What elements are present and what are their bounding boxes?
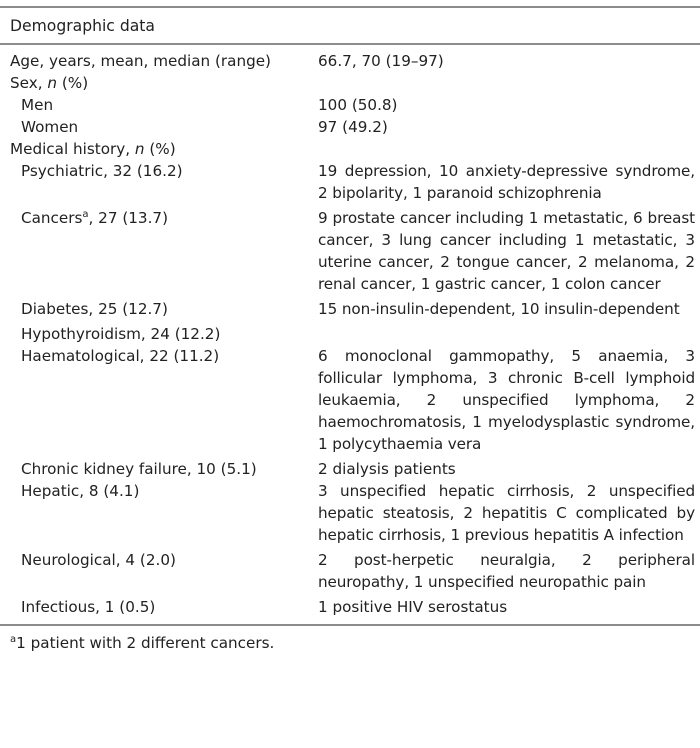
footnote-text: 1 patient with 2 different cancers.	[16, 633, 275, 652]
label-italic-n: n	[47, 74, 58, 92]
table-row-hepatic	[0, 480, 700, 546]
table-row-medical-history	[0, 138, 700, 160]
row-label: Psychiatric, 32 (16.2)	[21, 162, 183, 180]
label-text: (%)	[144, 140, 176, 158]
row-value: 15 non-insulin-dependent, 10 insulin-dependent	[318, 300, 680, 318]
row-value: 9 prostate cancer including 1 metastatic, 6 breast cancer, 3 lung cancer including 1 metastatic, 3 uterine cancer, 2 tongue cancer, 2 melanoma, 2 renal cancer, 1 gastric cancer, 1 colon cancer	[318, 209, 695, 293]
row-label: Diabetes, 25 (12.7)	[21, 300, 168, 318]
label-text: , 27 (13.7)	[88, 209, 169, 227]
table-row-sex	[0, 72, 700, 94]
label-text: Medical history,	[10, 140, 135, 158]
row-value: 6 monoclonal gammopathy, 5 anaemia, 3 follicular lymphoma, 3 chronic B-cell lymphoid leukaemia, 2 unspecified lymphoma, 2 haemochromatosis, 1 myelodysplastic syndrome, 1 polycythaemia vera	[318, 347, 695, 453]
row-label: Hepatic, 8 (4.1)	[21, 482, 140, 500]
row-label: Women	[21, 118, 79, 136]
table-row-cancers	[0, 204, 700, 295]
row-label: Chronic kidney failure, 10 (5.1)	[21, 460, 257, 478]
row-value	[318, 138, 700, 160]
row-value	[318, 320, 700, 345]
row-label: Haematological, 22 (11.2)	[21, 347, 220, 365]
row-label: Men	[21, 96, 54, 114]
table-row-psychiatric	[0, 160, 700, 204]
row-label: Infectious, 1 (0.5)	[21, 598, 156, 616]
table-row-infectious	[0, 593, 700, 624]
row-value: 97 (49.2)	[318, 118, 388, 136]
table-footnote	[0, 632, 700, 654]
footnote-marker: a	[82, 209, 89, 220]
data-table	[0, 45, 700, 624]
table-row-kidney	[0, 455, 700, 480]
label-text: Cancers	[21, 209, 83, 227]
demographic-table	[0, 6, 700, 654]
table-row-hypothyroidism	[0, 320, 700, 345]
table-row-neurological	[0, 546, 700, 593]
row-label: Age, years, mean, median (range)	[10, 52, 271, 70]
row-value: 19 depression, 10 anxiety-depressive syndrome, 2 bipolarity, 1 paranoid schizophrenia	[318, 162, 695, 202]
table-row-diabetes	[0, 295, 700, 320]
row-value: 1 positive HIV serostatus	[318, 598, 508, 616]
row-value	[318, 72, 700, 94]
table-row-haematological	[0, 345, 700, 455]
row-value: 66.7, 70 (19–97)	[318, 52, 444, 70]
row-value: 2 dialysis patients	[318, 460, 456, 478]
table-caption: Demographic data	[10, 17, 155, 35]
label-italic-n: n	[134, 140, 145, 158]
table-row-women	[0, 116, 700, 138]
row-value: 3 unspecified hepatic cirrhosis, 2 unspecified hepatic steatosis, 2 hepatitis C complicated by hepatic cirrhosis, 1 previous hepatitis A infection	[318, 482, 695, 544]
row-label: Hypothyroidism, 24 (12.2)	[21, 325, 221, 343]
label-text: (%)	[57, 74, 89, 92]
row-label	[0, 72, 318, 94]
bottom-rule	[0, 624, 700, 626]
table-row-age	[0, 45, 700, 72]
table-row-men	[0, 94, 700, 116]
row-label: Neurological, 4 (2.0)	[21, 551, 176, 569]
row-value: 100 (50.8)	[318, 96, 398, 114]
row-label	[0, 138, 318, 160]
row-label	[0, 204, 318, 295]
row-value: 2 post-herpetic neuralgia, 2 peripheral neuropathy, 1 unspecified neuropathic pain	[318, 551, 695, 591]
footnote-marker: a	[10, 633, 17, 645]
label-text: Sex,	[10, 74, 48, 92]
